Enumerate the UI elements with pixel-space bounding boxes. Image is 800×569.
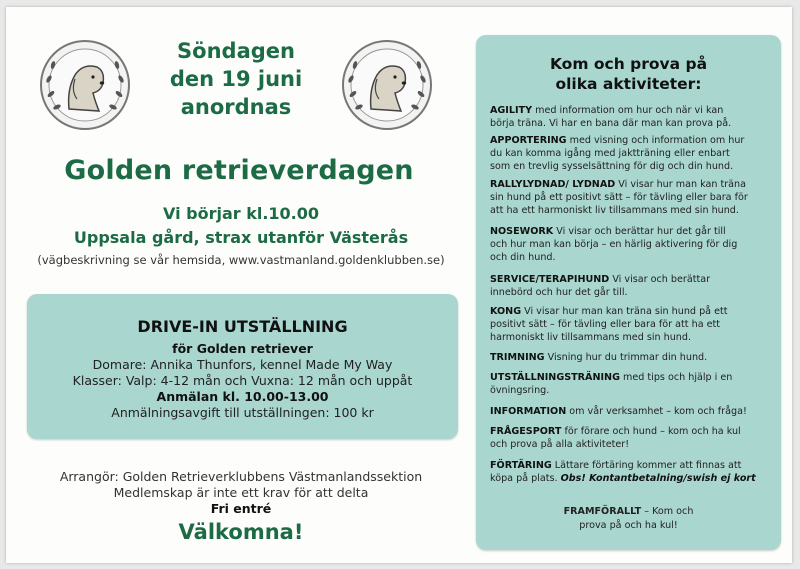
drive-in-registration: Anmälan kl. 10.00-13.00 (156, 389, 329, 404)
activity-kong: KONG Vi visar hur man kan träna sin hund på ett positivt sätt – för tävling eller bara för att ha ett harmoniskt liv tillsammans med sin hund. (490, 306, 728, 343)
drive-in-classes: Klasser: Valp: 4-12 mån och Vuxna: 12 mån och uppåt (72, 373, 413, 388)
activity-rallylydnad: RALLYLYDNAD/ LYDNAD Vi visar hur man kan träna sin hund på ett positivt sätt – för tävling eller bara för att ha ett harmoniskt liv tillsammans med sin hund. (490, 179, 748, 216)
venue: Uppsala gård, strax utanför Västerås (73, 228, 409, 247)
drive-in-fee: Anmälningsavgift till utställningen: 100 kr (111, 405, 374, 420)
activities-title-line-2: olika aktiviteter: (555, 75, 702, 93)
drive-in-judge: Domare: Annika Thunfors, kennel Made My Way (92, 357, 393, 372)
date-line-2: den 19 juni (169, 67, 303, 91)
date-line-3: anordnas (180, 95, 292, 119)
membership-note: Medlemskap är inte ett krav för att delta (113, 485, 369, 500)
drive-in-title: DRIVE-IN UTSTÄLLNING (137, 317, 348, 336)
activity-fortaring: FÖRTÄRING Lättare förtäring kommer att finnas att köpa på plats. Obs! Kontantbetalning/swish ej kort (490, 460, 756, 484)
activity-trimning: TRIMNING Visning hur du trimmar din hund. (490, 352, 708, 363)
activities-title-line-1: Kom och prova på (549, 55, 708, 73)
start-time: Vi börjar kl.10.00 (162, 204, 320, 223)
free-entry: Fri entré (210, 501, 272, 516)
activity-service-terapihund: SERVICE/TERAPIHUND Vi visar och berättar innebörd och hur det går till. (490, 274, 711, 298)
golden-retriever-club-logo (341, 39, 433, 131)
welcome: Välkomna! (178, 520, 304, 544)
golden-retriever-club-logo (39, 39, 131, 131)
activity-utstallningstraning: UTSTÄLLNINGSTRÄNING med tips och hjälp i en övningsring. (490, 372, 733, 396)
activity-information: INFORMATION om vår verksamhet – kom och fråga! (490, 406, 747, 417)
organizer: Arrangör: Golden Retrieverklubbens Västmanlandssektion (59, 469, 423, 484)
finale-line-2: prova på och ha kul! (579, 520, 678, 531)
date-line-1: Söndagen (177, 39, 295, 63)
activity-nosework: NOSEWORK Vi visar och berättar hur det går till och hur man kan börja – en härlig aktivering för dig och din hund. (490, 226, 738, 263)
activity-apportering: APPORTERING med visning och information om hur du kan komma igång med jaktträning eller enbart som en trevlig sysselsättning för dig och din hund. (490, 135, 745, 172)
finale-line-1: FRAMFÖRALLT – Kom och (563, 506, 694, 517)
activities-panel (476, 35, 781, 550)
directions-note: (vägbeskrivning se vår hemsida, www.vastmanland.goldenklubben.se) (37, 253, 445, 267)
drive-in-subtitle: för Golden retriever (172, 341, 313, 356)
activity-agility: AGILITY med information om hur och när vi kan börja träna. Vi har en bana där man kan prova på. (490, 105, 732, 129)
drive-in-box (27, 294, 458, 439)
payment-note: Obs! Kontantbetalning/swish ej kort (560, 473, 756, 484)
activity-fragesport: FRÅGESPORT för förare och hund – kom och ha kul och prova på alla aktiviteter! (490, 426, 741, 450)
event-title: Golden retrieverdagen (64, 155, 414, 186)
poster-sheet (6, 7, 792, 563)
